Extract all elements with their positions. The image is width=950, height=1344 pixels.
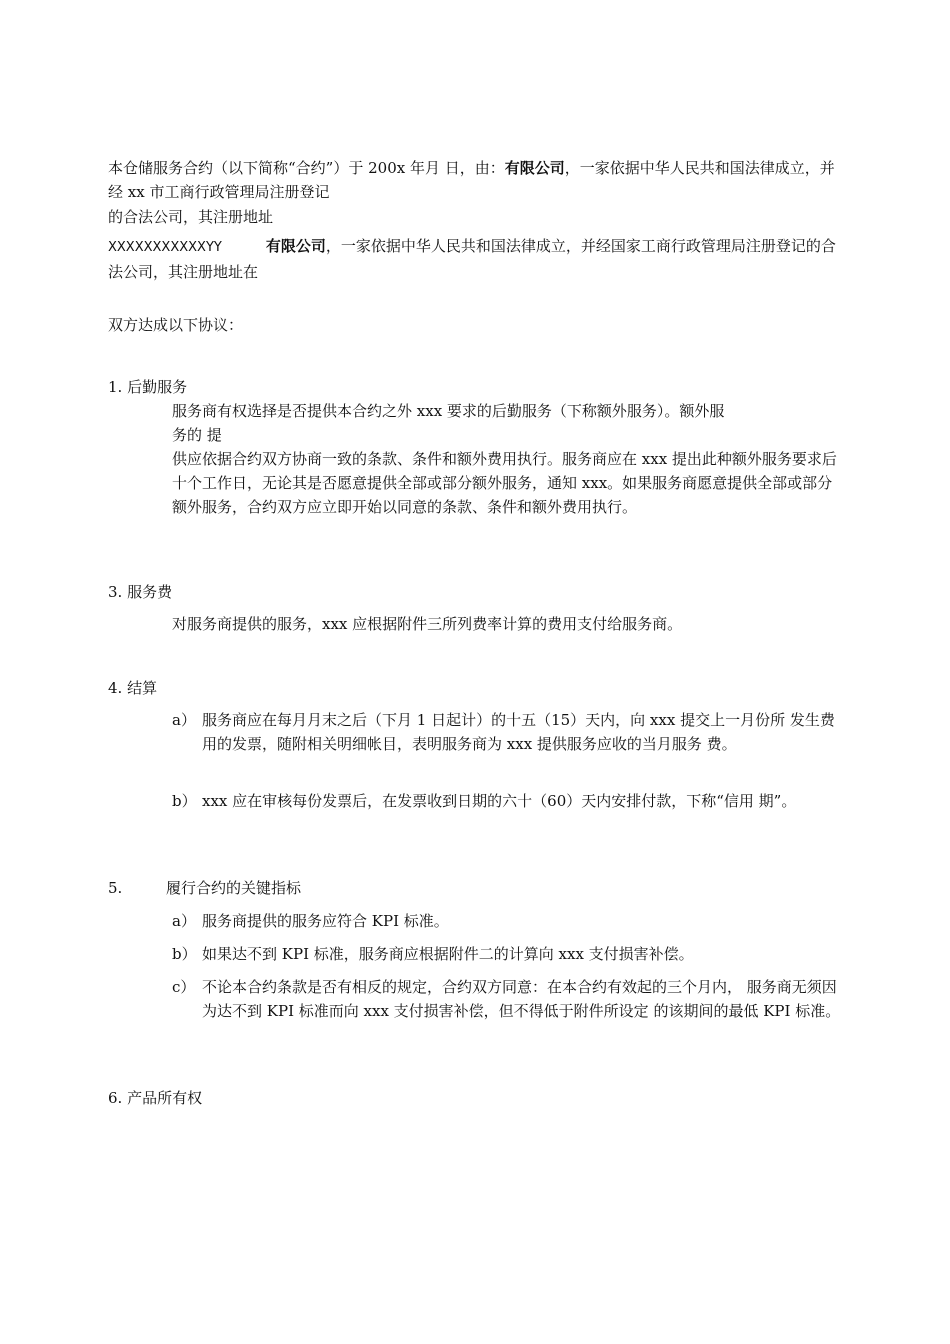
list-item-marker: b） (172, 792, 197, 810)
section-heading-product-ownership: 6. 产品所有权 (108, 1089, 203, 1107)
section-1-paragraph: 供应依据合约双方协商一致的条款、条件和额外费用执行。服务商应在 xxx 提出此种额外服务要求后十个工作日，无论其是否愿意提供全部或部分额外服务，通知 xxx。如果服务商愿意提供全部或部分额外服务，合约双方应立即开始以同意的条款、条件和额外费用执行。 (172, 450, 837, 516)
list-item-marker: a） (172, 711, 196, 729)
registered-address-line: 的合法公司，其注册地址 (108, 208, 274, 226)
list-item-marker: c） (172, 978, 196, 996)
intro-text-rest: ，一家依据中华人民共和国法律成立，并经 xx 市工商行政管理局注册登记 (108, 159, 835, 201)
second-party-company-name: 有限公司 (265, 237, 326, 255)
second-party-text: ，一家依据中华人民共和国法律成立，并经国家工商行政管理局注册登记的合法公司，其注册地址在 (108, 237, 836, 281)
agreement-statement: 双方达成以下协议： (108, 316, 244, 334)
list-item-text: 不论本合约条款是否有相反的规定，合约双方同意：在本合约有效起的三个月内， 服务商无须因为达不到 KPI 标准而向 xxx 支付损害补偿，但不得低于附件所设定 的该期间的最低 KPI 标准。 (202, 978, 841, 1020)
section-3-paragraph: 对服务商提供的服务，xxx 应根据附件三所列费率计算的费用支付给服务商。 (172, 615, 683, 633)
section-1-line-1: 服务商有权选择是否提供本合约之外 xxx 要求的后勤服务（下称额外服务）。额外服 (172, 402, 725, 420)
intro-company-name: 有限公司 (504, 159, 565, 177)
intro-text: 本仓储服务合约（以下简称“合约”）于 200x 年月 日，由： (108, 159, 505, 177)
section-1-line-2: 务的 提 (172, 426, 222, 444)
list-item-text: 如果达不到 KPI 标准，服务商应根据附件二的计算向 xxx 支付损害补偿。 (202, 945, 694, 963)
section-heading-kpi: 履行合约的关键指标 (166, 879, 302, 897)
list-item-marker: b） (172, 945, 197, 963)
section-heading-logistics: 1. 后勤服务 (108, 378, 188, 396)
party-code: XXXXXXXXXXXYY (108, 240, 222, 255)
list-item-text: 服务商应在每月月末之后（下月 1 日起计）的十五（15）天内，向 xxx 提交上一月份所 发生费用的发票，随附相关明细帐目，表明服务商为 xxx 提供服务应收的当月服务 费。 (202, 711, 835, 753)
intro-paragraph (108, 156, 844, 204)
list-item-text: xxx 应在审核每份发票后，在发票收到日期的六十（60）天内安排付款，下称“信用 期”。 (202, 792, 797, 810)
list-item-marker: a） (172, 912, 196, 930)
section-number: 5. (108, 879, 123, 897)
section-heading-settlement: 4. 结算 (108, 679, 158, 697)
list-item-text: 服务商提供的服务应符合 KPI 标准。 (202, 912, 449, 930)
second-party-paragraph (108, 234, 844, 284)
section-heading-service-fee: 3. 服务费 (108, 583, 173, 601)
